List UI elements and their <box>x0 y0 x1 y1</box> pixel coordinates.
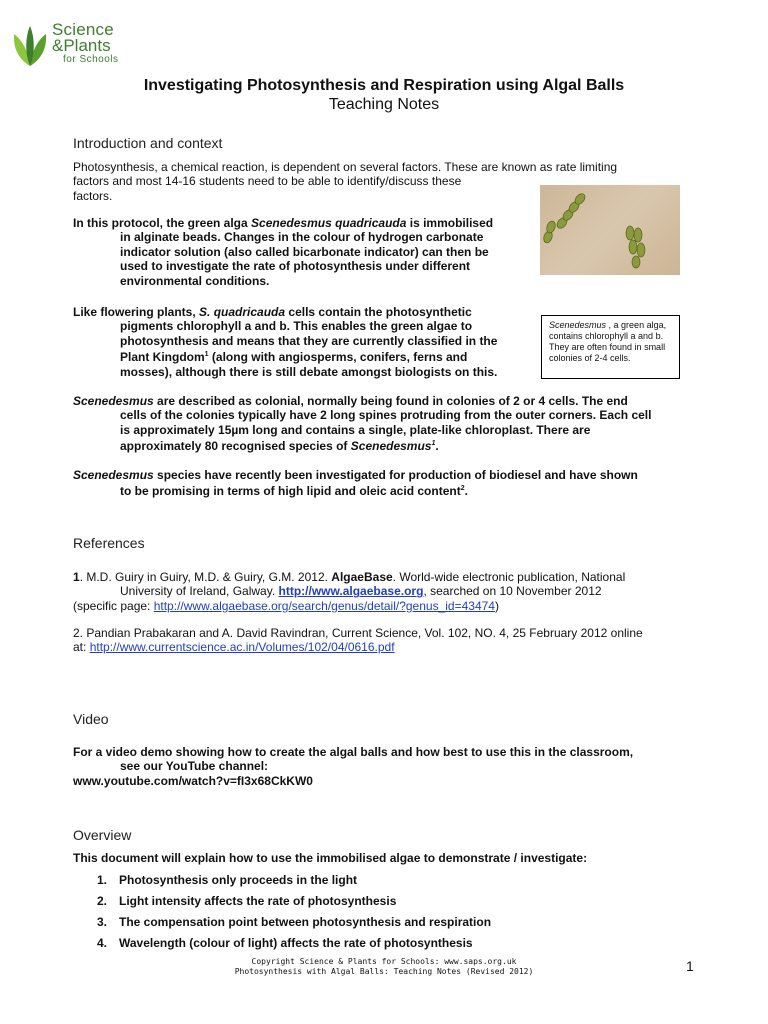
footnote-ref: 1 <box>431 440 436 448</box>
intro-paragraph-5 <box>73 468 750 499</box>
algaebase-name: AlgaeBase <box>331 570 393 584</box>
page-number: 1 <box>686 958 694 974</box>
intro-p2-text-b: is immobilised <box>406 216 494 230</box>
video-line1: For a video demo showing how to create the algal balls and how best to use this in the classroom, <box>73 745 634 759</box>
caption-species: Scenedesmus <box>549 320 607 330</box>
reference-1-text-a: . M.D. Guiry in Guiry, M.D. & Guiry, G.M. 2012. <box>79 570 332 584</box>
species-name: Scenedesmus <box>73 468 154 482</box>
overview-intro: This document will explain how to use the immobilised algae to demonstrate / investigate: <box>73 851 588 865</box>
reference-1 <box>73 570 703 613</box>
intro-p1-line2: factors and most 14-16 students need to be able to identify/discuss these <box>73 174 462 189</box>
reference-1-line1 <box>73 570 703 584</box>
reference-1-line2-b: , searched on 10 November 2012 <box>423 584 602 599</box>
intro-p4-line2: cells of the colonies typically have 2 long spines protruding from the outer corners. Each cell <box>120 408 652 423</box>
list-number: 1. <box>97 873 108 887</box>
reference-1-line2 <box>73 584 703 598</box>
list-text: Light intensity affects the rate of photosynthesis <box>119 894 397 908</box>
reference-1-line3 <box>73 599 703 613</box>
species-name: Scenedesmus quadricauda <box>251 216 407 230</box>
footnote-ref: 2 <box>460 485 465 493</box>
intro-p1-line3: factors. <box>73 188 113 203</box>
footer-document-title: Photosynthesis with Algal Balls: Teaching Notes (Revised 2012) <box>234 967 534 976</box>
intro-p4-text-a: are described as colonial, normally being found in colonies of 2 or 4 cells. The end <box>153 394 628 408</box>
list-number: 4. <box>97 936 108 950</box>
list-text: Wavelength (colour of light) affects the rate of photosynthesis <box>119 936 473 950</box>
document-title: Investigating Photosynthesis and Respiration using Algal Balls <box>143 77 625 94</box>
leaf-logo-icon <box>10 24 50 68</box>
intro-p3-line5: mosses), although there is still debate amongst biologists on this. <box>120 364 498 379</box>
logo-word-plants: &Plants <box>52 36 111 55</box>
reference-number: 1 <box>73 570 80 584</box>
intro-p3-text-b: cells contain the photosynthetic <box>285 305 472 319</box>
list-text: Photosynthesis only proceeds in the light <box>119 873 358 887</box>
image-caption <box>541 315 680 379</box>
algaebase-link[interactable]: http://www.algaebase.org <box>278 584 424 599</box>
species-name: Scenedesmus <box>350 439 432 454</box>
reference-1-text-b: . World-wide electronic publication, National <box>392 570 626 584</box>
intro-p3-line4: Plant Kingdom <box>120 350 205 365</box>
overview-heading: Overview <box>73 827 132 843</box>
intro-p3-line2: pigments chlorophyll a and b. This enables the green algae to <box>120 319 473 334</box>
reference-1-line3-a: (specific page: <box>73 598 154 613</box>
video-line2: see our YouTube channel: <box>120 759 269 774</box>
intro-p1-line1: Photosynthesis, a chemical reaction, is dependent on several factors. These are known as rate limiting <box>73 160 618 174</box>
intro-p2-line3: indicator solution (also called bicarbonate indicator) can then be <box>120 244 489 259</box>
intro-p3-line3: photosynthesis and means that they are currently classified in the <box>120 333 498 348</box>
caption-text: , a green alga, contains chlorophyll a and b. They are often found in small colonies of 2-4 cells. <box>549 320 667 363</box>
intro-p3-line4b: (along with angiosperms, conifers, ferns and <box>208 350 468 365</box>
youtube-link[interactable]: www.youtube.com/watch?v=fI3x68CkKW0 <box>73 773 313 788</box>
algaebase-genus-link[interactable]: http://www.algaebase.org/search/genus/detail/?genus_id=43474 <box>153 598 495 613</box>
intro-p5-line2: to be promising in terms of high lipid and oleic acid content <box>120 484 461 499</box>
intro-p5-line2b: . <box>464 484 468 499</box>
reference-2-line2 <box>73 640 703 654</box>
intro-paragraph-3 <box>73 305 582 379</box>
document-subtitle: Teaching Notes <box>328 96 440 113</box>
list-text: The compensation point between photosynthesis and respiration <box>119 915 492 929</box>
logo-word-schools: for Schools <box>63 54 119 65</box>
intro-p4-line4b: . <box>435 439 439 454</box>
intro-p2-line4: used to investigate the rate of photosynthesis under different <box>120 259 471 274</box>
currentscience-link[interactable]: http://www.currentscience.ac.in/Volumes/102/04/0616.pdf <box>89 640 395 655</box>
intro-p4-line3: is approximately 15µm long and contains a single, plate-like chloroplast. There are <box>120 422 591 437</box>
list-number: 2. <box>97 894 108 908</box>
reference-2-line2-a: at: <box>73 640 90 655</box>
saps-logo <box>10 22 135 72</box>
footnote-ref: 1 <box>204 351 209 359</box>
intro-p5-text-a: species have recently been investigated for production of biodiesel and have shown <box>153 468 638 482</box>
video-heading: Video <box>73 711 109 727</box>
logo-word-science: Science <box>52 20 114 39</box>
reference-2 <box>73 626 703 655</box>
intro-p2-line2: in alginate beads. Changes in the colour of hydrogen carbonate <box>120 230 484 245</box>
footer-copyright: Copyright Science & Plants for Schools: www.saps.org.uk <box>251 957 517 966</box>
intro-paragraph-4 <box>73 394 750 454</box>
reference-1-line3-b: ) <box>494 598 499 613</box>
list-number: 3. <box>97 915 108 929</box>
intro-p2-line5: environmental conditions. <box>120 273 270 288</box>
intro-heading: Introduction and context <box>73 135 223 151</box>
reference-2-line1: 2. Pandian Prabakaran and A. David Ravindran, Current Science, Vol. 102, NO. 4, 25 February 2012 online <box>73 626 643 640</box>
intro-p3-text-a: Like flowering plants, <box>73 305 200 319</box>
intro-p4-line4: approximately 80 recognised species of <box>120 439 351 454</box>
reference-1-line2-a: University of Ireland, Galway. <box>120 584 279 599</box>
page-footer <box>0 957 768 977</box>
video-paragraph <box>73 745 703 788</box>
intro-p2-text-a: In this protocol, the green alga <box>73 216 252 230</box>
references-heading: References <box>73 535 145 551</box>
species-name: Scenedesmus <box>73 394 154 408</box>
intro-paragraph-2 <box>73 216 572 288</box>
species-name: S. quadricauda <box>199 305 286 319</box>
